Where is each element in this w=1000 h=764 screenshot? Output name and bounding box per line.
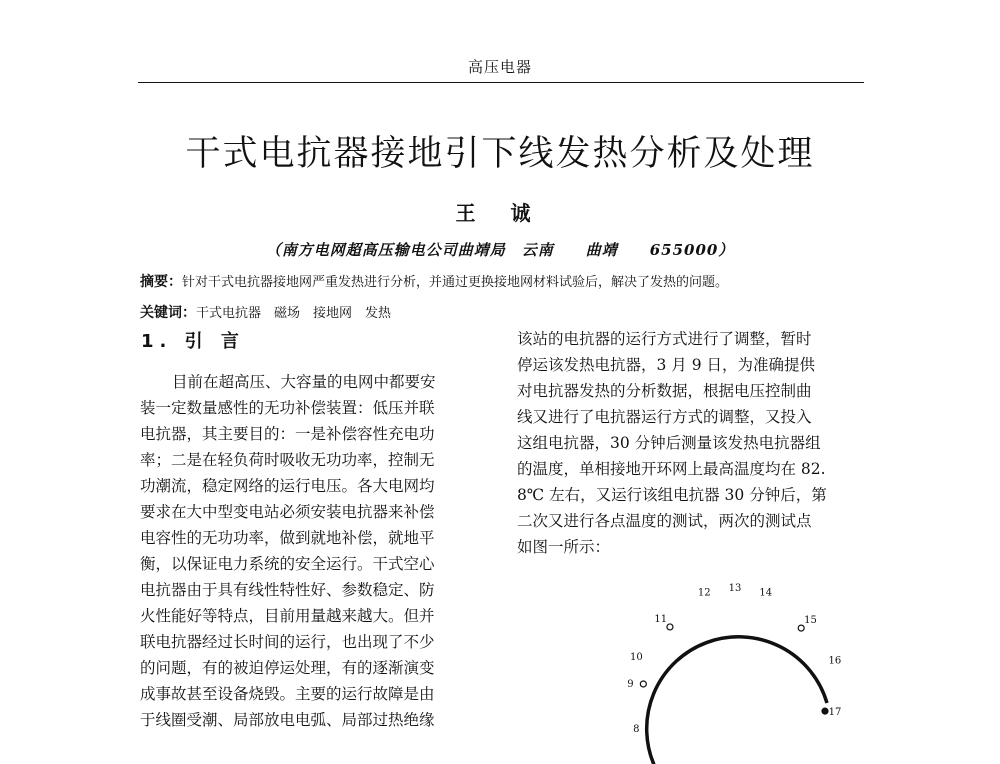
paper-title: 干式电抗器接地引下线发热分析及处理	[185, 134, 815, 174]
paragraph-line: 对电抗器发热的分析数据，根据电压控制曲	[517, 382, 812, 400]
paragraph-line: 这组电抗器，30 分钟后测量该发热电抗器组	[517, 434, 821, 452]
paragraph-line: 装一定数量感性的无功补偿装置：低压并联	[140, 399, 435, 417]
paragraph-line: 电抗器由于具有线性特性好、参数稳定、防	[140, 581, 435, 599]
paragraph-line: 要求在大中型变电站必须安装电抗器来补偿	[140, 503, 435, 521]
paragraph-line: 率；二是在轻负荷时吸收无功功率，控制无	[140, 451, 435, 469]
paragraph-line: 目前在超高压、大容量的电网中都要安	[172, 373, 436, 391]
test-point-label: 10	[629, 652, 643, 664]
affiliation: （南方电网超高压输电公司曲靖局 云南 曲靖 655000）	[265, 241, 735, 259]
grounding-ring-arc	[647, 637, 827, 764]
paragraph-line: 功潮流，稳定网络的运行电压。各大电网均	[140, 477, 435, 495]
paragraph-line: 成事故甚至设备烧毁。主要的运行故障是由	[140, 685, 435, 703]
paragraph-line: 该站的电抗器的运行方式进行了调整，暂时	[517, 330, 812, 348]
paragraph-line: 衡，以保证电力系统的安全运行。干式空心	[140, 555, 435, 573]
test-point-marker	[822, 708, 828, 714]
abstract	[140, 271, 728, 291]
paragraph-line: 二次又进行各点温度的测试，两次的测试点	[517, 512, 812, 530]
running-header: 高压电器	[467, 58, 532, 76]
right-column	[517, 326, 861, 560]
header-rule	[138, 82, 864, 83]
paragraph-line: 如图一所示：	[517, 538, 611, 556]
keywords-text: 干式电抗器 磁场 接地网 发热	[196, 306, 392, 321]
test-point-label: 12	[697, 587, 711, 599]
test-point-label: 11	[654, 613, 668, 625]
paragraph-line: 电抗器，其主要目的：一是补偿容性充电功	[140, 425, 435, 443]
section-heading: 1. 引 言	[141, 331, 245, 352]
paragraph-line: 火性能好等特点，目前用量越来越大。但并	[140, 607, 435, 625]
test-point-label: 16	[828, 655, 842, 667]
keywords	[140, 302, 391, 322]
paragraph-line: 电容性的无功功率，做到就地补偿，就地平	[140, 529, 435, 547]
figure-1-ring-diagram	[627, 582, 870, 764]
left-column	[140, 369, 486, 733]
test-point-label: 9	[627, 678, 634, 690]
abstract-label: 摘要：	[140, 274, 182, 290]
figure-svg	[627, 582, 870, 760]
keywords-label: 关键词：	[140, 305, 196, 321]
test-point-marker	[667, 624, 673, 630]
test-point-label: 8	[633, 723, 640, 735]
paragraph-line: 停运该发热电抗器，3 月 9 日，为准确提供	[517, 356, 816, 374]
test-point-marker	[640, 681, 646, 687]
paragraph-line: 的温度，单相接地开环网上最高温度均在 82.	[517, 460, 826, 478]
test-point-label: 15	[804, 615, 817, 627]
author: 王 诚	[455, 201, 545, 225]
test-point-label: 14	[759, 587, 773, 599]
paragraph-line: 于线圈受潮、局部放电电弧、局部过热绝缘	[140, 711, 435, 729]
paragraph-line: 线又进行了电抗器运行方式的调整，又投入	[517, 408, 812, 426]
paragraph-line: 的问题，有的被迫停运处理，有的逐渐演变	[140, 659, 435, 677]
paragraph-line: 8℃ 左右，又运行该组电抗器 30 分钟后，第	[517, 486, 827, 504]
abstract-text: 针对干式电抗器接地网严重发热进行分析，并通过更换接地网材料试验后，解决了发热的问题。	[182, 275, 729, 290]
test-point-label: 17	[828, 707, 842, 719]
paragraph-line: 联电抗器经过长时间的运行，也出现了不少	[140, 633, 435, 651]
test-point-label: 13	[728, 583, 742, 594]
